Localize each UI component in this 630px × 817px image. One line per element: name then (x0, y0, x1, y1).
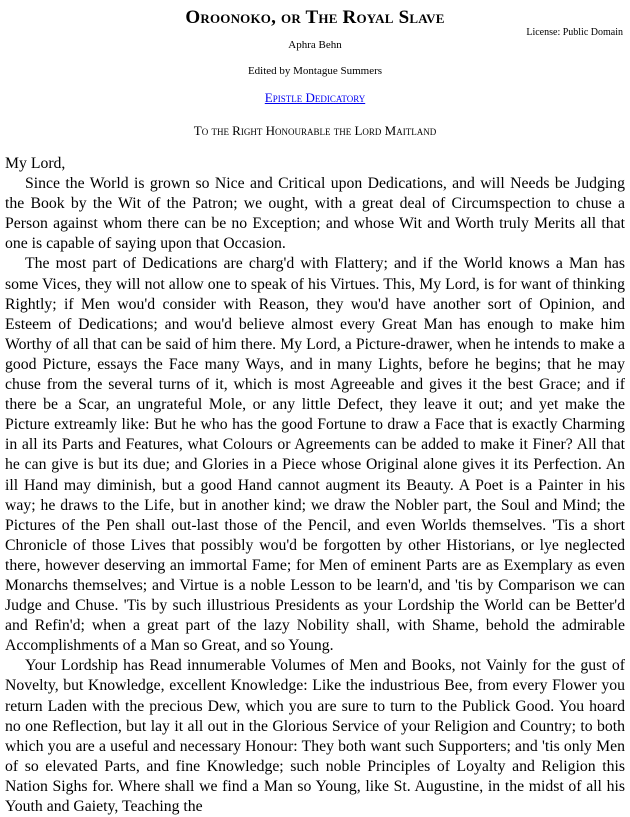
paragraph: The most part of Dedications are charg'd with Flattery; and if the World knows a Man has some Vices, they will not allow one to speak of his Virtues. This, My Lord, is for want of thinking Rightly; if Men wou'd consider with Reason, they wou'd have another sort of Opinion, and Esteem of Dedications; and wou'd believe almost every Great Man has enough to make him Worthy of all that can be said of him there. My Lord, a Picture-drawer, when he intends to make a good Picture, essays the Face many Ways, and in many Lights, before he begins; that he may chuse from the several turns of it, which is most Agreeable and gives it the best Grace; and if there be a Scar, an ungrateful Mole, or any little Defect, they leave it out; and yet make the Picture extreamly like: But he who has the good Fortune to draw a Face that is exactly Charming in all its Parts and Features, what Colours or Agreements can be added to make it Finer? All that he can give is but its due; and Glories in a Piece whose Original alone gives it its Perfection. An ill Hand may diminish, but a good Hand cannot augment its Beauty. A Poet is a Painter in his way; he draws to the Life, but in another kind; we draw the Nobler part, the Soul and Mind; the Pictures of the Pen shall out-last those of the Pencil, and even Worlds themselves. 'Tis a short Chronicle of those Lives that possibly wou'd be forgotten by other Historians, or lye neglected there, however deserving an immortal Fame; for Men of eminent Parts are as Exemplary as even Monarchs themselves; and Virtue is a noble Lesson to be learn'd, and 'tis by Comparison we can Judge and Chuse. 'Tis by such illustrious Presidents as your Lordship the World can be Better'd and Refin'd; when a great part of the lazy Nobility shall, with Shame, behold the admirable Accomplishments of a Man so Great, and so Young. (5, 255, 625, 655)
paragraph: Since the World is grown so Nice and Critical upon Dedications, and will Needs be Judging the Book by the Wit of the Patron; we ought, with a great deal of Circumspection to chuse a Person against whom there can be no Exception; and whose Wit and Worth truly Merits all that one is capable of saying upon that Occasion. (5, 175, 625, 253)
editor-credit: Edited by Montague Summers (247, 65, 383, 77)
epistle-dedicatory-link[interactable]: Epistle Dedicatory (264, 90, 366, 105)
paragraph: Your Lordship has Read innumerable Volumes of Men and Books, not Vainly for the gust of Novelty, but Knowledge, excellent Knowledge: Like the industrious Bee, from every Flower you return Laden with the precious Dew, which you are sure to turn to the Publick Good. You hoard no one Reflection, but lay it all out in the Glorious Service of your Religion and Country; to both which you are a useful and necessary Honour: They both want such Supporters; and 'tis only Men of so elevated Parts, and fine Knowledge; such noble Principles of Loyalty and Religion this Nation Sighs for. Where shall we find a Man so Young, like St. Augustine, in the midst of all his Youth and Gaiety, Teaching the (5, 657, 625, 815)
epistle-heading (0, 90, 630, 106)
salutation: My Lord, (5, 155, 66, 172)
author-name: Aphra Behn (288, 39, 342, 51)
license-note: License: Public Domain (526, 27, 623, 38)
dedication-heading: To the Right Honourable the Lord Maitland (193, 123, 437, 138)
dedication-body (5, 154, 625, 817)
document-title: Oroonoko, or The Royal Slave (185, 7, 445, 28)
